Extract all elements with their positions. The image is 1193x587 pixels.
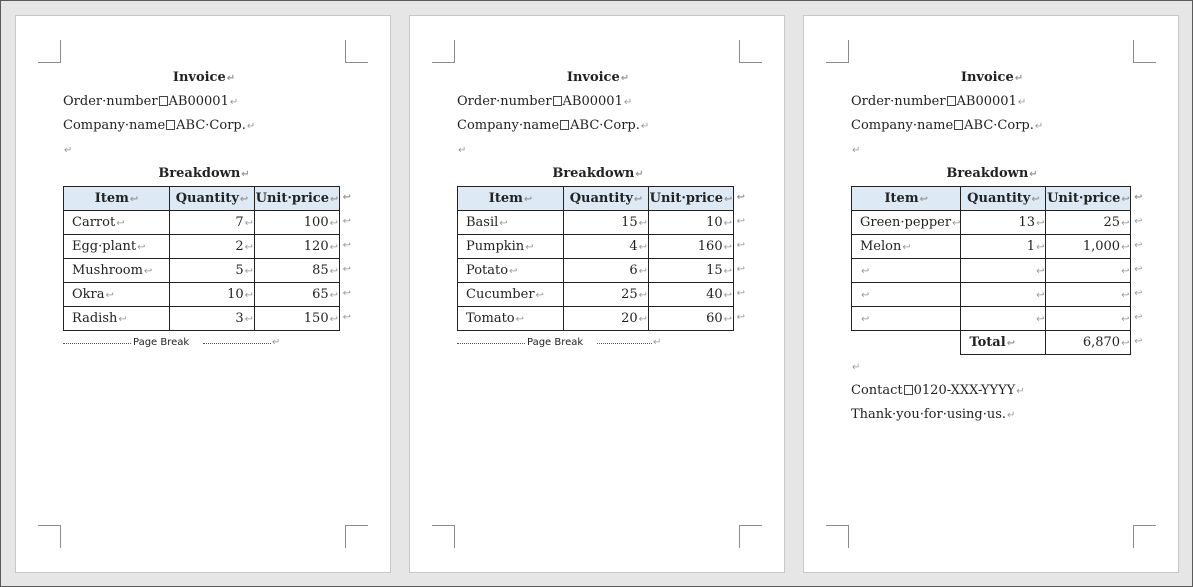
page-break[interactable]: Page Break ↵ [457,331,667,355]
cell-quantity[interactable]: 15↩ [564,211,649,235]
cell-unit-price[interactable]: 160↩ ↩ [649,235,734,259]
contact-line: Contact 0120-XXX-YYYY↵ [851,383,1025,398]
order-number-line: Order·number AB00001↵ [63,94,239,109]
cell-item[interactable]: Melon↩ [852,235,961,259]
crop-mark [345,40,368,63]
cell-unit-price[interactable]: 65↩ ↩ [255,283,340,307]
cell-item[interactable]: ↩ [852,259,961,283]
cell-unit-price[interactable]: 100↩ ↩ [255,211,340,235]
cell-item[interactable]: Basil↩ [458,211,564,235]
empty-paragraph: ↵ [852,145,861,156]
cell-item[interactable]: Mushroom↩ [64,259,170,283]
crop-mark [38,40,61,63]
space-box [166,120,175,130]
total-label[interactable]: Total↩ [961,331,1046,355]
cell-item[interactable]: Radish↩ [64,307,170,331]
space-box [553,96,562,106]
empty-paragraph: ↵ [852,362,861,373]
cell-quantity[interactable]: ↩ [961,259,1046,283]
order-number-line: Order·number AB00001↵ [851,94,1027,109]
cell-unit-price[interactable]: 1,000↩ ↩ [1046,235,1131,259]
table-row [64,283,340,307]
cell-item[interactable]: Potato↩ [458,259,564,283]
table-header-row [458,187,734,211]
cell-unit-price[interactable]: 150↩ ↩ [255,307,340,331]
cell-unit-price[interactable]: 120↩ ↩ [255,235,340,259]
page-2[interactable] [409,15,785,573]
cell-quantity[interactable]: ↩ [961,307,1046,331]
cell-quantity[interactable]: 6↩ [564,259,649,283]
page-3[interactable] [803,15,1179,573]
crop-mark [432,525,455,548]
empty-cell [852,331,961,355]
cell-quantity[interactable]: 13↩ [961,211,1046,235]
cell-item[interactable]: Carrot↩ [64,211,170,235]
empty-paragraph: ↵ [64,145,73,156]
page-content[interactable] [851,66,1151,427]
header-quantity[interactable]: Quantity↩ [961,187,1046,211]
cell-unit-price[interactable]: 10↩ ↩ [649,211,734,235]
order-number-line: Order·number AB00001↵ [457,94,633,109]
company-name-line: Company·name ABC·Corp.↵ [63,118,256,133]
header-quantity[interactable]: Quantity↩ [170,187,255,211]
thanks-line: Thank·you·for·using·us.↵ [851,407,1016,422]
space-box [904,385,913,395]
header-item[interactable]: Item↩ [458,187,564,211]
items-table[interactable] [851,186,1143,355]
crop-mark [826,525,849,548]
cell-unit-price[interactable]: 15↩ ↩ [649,259,734,283]
table-row [64,211,340,235]
cell-item[interactable]: Green·pepper↩ [852,211,961,235]
cell-quantity[interactable]: 3↩ [170,307,255,331]
cell-quantity[interactable]: 20↩ [564,307,649,331]
header-unit-price[interactable]: Unit·price↩ ↩ [255,187,340,211]
items-table[interactable] [457,186,745,331]
header-unit-price[interactable]: Unit·price↩ ↩ [649,187,734,211]
crop-mark [432,40,455,63]
cell-unit-price[interactable]: ↩ ↩ [1046,307,1131,331]
table-row [458,211,734,235]
crop-mark [1133,40,1156,63]
space-box [947,96,956,106]
cell-quantity[interactable]: ↩ [961,283,1046,307]
table-row [852,211,1131,235]
table-total-row [852,331,1131,355]
header-item[interactable]: Item↩ [64,187,170,211]
table-row [458,307,734,331]
cell-quantity[interactable]: 7↩ [170,211,255,235]
cell-item[interactable]: ↩ [852,307,961,331]
header-quantity[interactable]: Quantity↩ [564,187,649,211]
invoice-title: Invoice↵ [960,70,1024,85]
cell-item[interactable]: Tomato↩ [458,307,564,331]
cell-unit-price[interactable]: ↩ ↩ [1046,283,1131,307]
cell-quantity[interactable]: 1↩ [961,235,1046,259]
crop-mark [345,525,368,548]
table-row [458,259,734,283]
cell-unit-price[interactable]: 25↩ ↩ [1046,211,1131,235]
crop-mark [38,525,61,548]
table-row [852,259,1131,283]
table-row [64,235,340,259]
crop-mark [1133,525,1156,548]
total-value[interactable]: 6,870↩ ↩ [1046,331,1131,355]
crop-mark [826,40,849,63]
header-item[interactable]: Item↩ [852,187,961,211]
table-row [64,259,340,283]
cell-quantity[interactable]: 25↩ [564,283,649,307]
breakdown-heading: Breakdown↵ [158,166,250,181]
page-content[interactable] [457,66,757,355]
space-box [954,120,963,130]
cell-item[interactable]: Cucumber↩ [458,283,564,307]
page-content[interactable] [63,66,363,355]
cell-unit-price[interactable]: 40↩ ↩ [649,283,734,307]
table-header-row [64,187,340,211]
space-box [560,120,569,130]
breakdown-heading: Breakdown↵ [552,166,644,181]
crop-mark [739,40,762,63]
header-unit-price[interactable]: Unit·price↩ ↩ [1046,187,1131,211]
crop-mark [739,525,762,548]
table-row [852,283,1131,307]
company-name-line: Company·name ABC·Corp.↵ [457,118,650,133]
invoice-title: Invoice↵ [566,70,630,85]
table-row [458,283,734,307]
space-box [159,96,168,106]
empty-paragraph: ↵ [458,145,467,156]
cell-item[interactable]: Egg·plant↩ [64,235,170,259]
breakdown-heading: Breakdown↵ [946,166,1038,181]
invoice-title: Invoice↵ [172,70,236,85]
page-break[interactable]: Page Break ↵ [63,331,273,355]
table-row [852,307,1131,331]
table-header-row [852,187,1131,211]
cell-unit-price[interactable]: ↩ ↩ [1046,259,1131,283]
cell-quantity[interactable]: 10↩ [170,283,255,307]
cell-quantity[interactable]: 5↩ [170,259,255,283]
table-row [458,235,734,259]
cell-unit-price[interactable]: 85↩ ↩ [255,259,340,283]
table-row [852,235,1131,259]
table-row [64,307,340,331]
cell-unit-price[interactable]: 60↩ ↩ [649,307,734,331]
cell-quantity[interactable]: 2↩ [170,235,255,259]
company-name-line: Company·name ABC·Corp.↵ [851,118,1044,133]
page-1[interactable] [15,15,391,573]
cell-item[interactable]: ↩ [852,283,961,307]
cell-item[interactable]: Pumpkin↩ [458,235,564,259]
cell-item[interactable]: Okra↩ [64,283,170,307]
cell-quantity[interactable]: 4↩ [564,235,649,259]
items-table[interactable] [63,186,351,331]
